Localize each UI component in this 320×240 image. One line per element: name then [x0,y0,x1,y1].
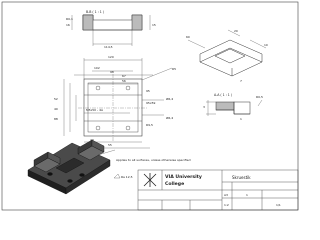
dim-height-left: 16 [66,23,70,27]
surface-note: Applies to all surfaces, unless otherwise specified [116,158,191,162]
dim-row-c: 95 [146,89,150,93]
plan-dimension-lines [64,58,172,148]
dim-hole-b: Ø6,4 [166,116,174,120]
org-line-1: VIA University [165,175,202,180]
org-line-2: College [165,182,185,187]
dim-bottom-d: M5x50 - 4A [86,108,104,112]
dim-overall: 120 [108,55,114,59]
dim-left-a: 52 [54,97,58,101]
sheet-value: 1/1 [276,203,281,207]
dim-left-c: 88 [54,117,58,121]
via-logo-icon [144,173,156,187]
dim-top-left: 102 [94,66,100,70]
dim-bottom-a: 95x59 [146,101,156,105]
detail-dim-a: R0,5 [256,95,263,99]
iso-dim-3: 10 [264,43,268,47]
iso-view-small [188,30,266,76]
section-view-bb [72,15,150,46]
roughness-label: Ra 12,5 [121,175,133,179]
dim-callout-b: R9,5 [146,123,153,127]
dim-width-top: 114,5 [104,45,113,49]
detail-label: A-A ( 1 : 1 ) [214,93,233,97]
title-block [138,170,298,210]
iso-dim-1: 60 [186,35,190,39]
drawing-title: Skruestik [232,175,251,180]
dim-top-mid: 98 [110,70,114,74]
format-value: A3 [224,193,228,197]
detail-dim-c: 1 [240,117,242,121]
dim-row-a: 67 [122,74,126,78]
detail-dim-b: 3 [203,105,205,109]
iso-dim-4: 7 [240,79,242,83]
dim-chamfer: R0,1 [66,17,73,21]
dim-hole-a: Ø6,4 [166,97,174,101]
render-3d [28,140,110,194]
roughness-symbol [114,174,120,178]
dim-bottom-c: 55 [108,143,112,147]
scale-value: 1:2 [224,203,229,207]
detail-view-aa [206,100,262,116]
section-label: B-B ( 1 : 1 ) [86,10,105,14]
iso-dim-2: 20 [234,29,238,33]
dim-bottom-b: 23 [90,138,94,142]
part-number: 1 [246,193,248,197]
dim-left-b: 40 [54,107,58,111]
dim-depth: 15 [152,23,156,27]
dim-row-b: 56 [122,79,126,83]
dim-callout-a: R5 [172,67,176,71]
